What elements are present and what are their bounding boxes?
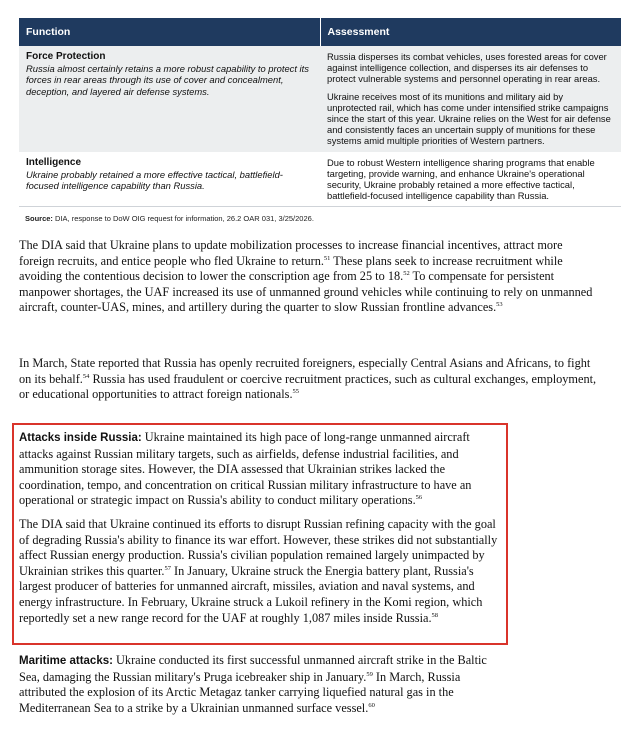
text-run: Ukraine conducted its first successful unmanned aircraft strike in the Baltic Sea, damaging the Russian military's Pruga icebreaker ship in January. <box>19 653 487 684</box>
assessment-paragraph: Ukraine receives most of its munitions and military aid by unprotected rail, which has come under intensified strike campaigns since the start of this year. Ukraine relies on the West for air defense and consistently faces an uncertain supply of munitions for these systems amid multiple priorities of Western partners. <box>327 90 611 147</box>
footnote-ref[interactable]: 54 <box>82 372 90 380</box>
function-cell <box>19 46 320 152</box>
text-run: Russia has used fraudulent or coercive recruitment practices, such as cultural exchanges, employment, or educational opportunities to attract foreign nationals. <box>19 371 597 402</box>
footnote-ref[interactable]: 60 <box>368 701 375 709</box>
paragraph-maritime-attacks <box>19 653 501 716</box>
text-run: To compensate for persistent manpower shortages, the UAF increased its use of unmanned ground vehicles while continuing to rely on unmanned aircraft, counter-UAS, mines, and artillery during the quarter to slow Russian frontline advances. <box>19 269 593 315</box>
text-run: In March, Russia attributed the explosion of its Arctic Metagaz tanker carrying liquefied natural gas in the Mediterranean Sea to a strike by a Ukrainian unmanned surface vessel. <box>19 669 461 715</box>
column-header-function: Function <box>19 18 320 46</box>
column-header-assessment: Assessment <box>320 18 621 46</box>
paragraph-foreign-recruits <box>19 356 599 403</box>
paragraph-mobilization <box>19 238 599 316</box>
table-source-note <box>25 214 314 223</box>
section-heading: Attacks inside Russia: <box>19 432 142 444</box>
function-cell <box>19 152 320 207</box>
footnote-ref[interactable]: 52 <box>403 270 410 278</box>
function-name: Force Protection <box>26 51 106 62</box>
paragraph-refining <box>19 517 501 626</box>
footnote-ref[interactable]: 57 <box>164 564 171 572</box>
assessment-paragraph: Due to robust Western intelligence sharing programs that enable targeting, provide warning, and enhance Ukraine's operational security, Ukraine probably retained a more effective tactical, battlefield-focused intelligence capability than Russia. <box>327 156 595 202</box>
text-run: In March, State reported that Russia has openly recruited foreigners, especially Central Asians and Africans, to fight on its behalf. <box>19 356 591 386</box>
function-description: Russia almost certainly retains a more robust capability to protect its forces in rear areas through its use of cover and concealment, deception, and layered air defense systems. <box>26 63 309 97</box>
text-run: Ukraine maintained its high pace of long-range unmanned aircraft attacks against Russian military targets, such as airfields, defense industrial facilities, and ammunition storage sites. However, the DIA assessed that Ukrainian strikes lacked the coordination, tempo, and concentration on critical Russian military infrastructure to have an operational or strategic impact on Russia's ability to conduct military operations. <box>19 430 472 508</box>
footnote-ref[interactable]: 56 <box>415 494 423 502</box>
table-header-row <box>19 18 621 46</box>
table-row <box>19 152 621 207</box>
text-run: These plans seek to increase recruitment while avoiding the contentious decision to lower the conscription age from 25 to 18. <box>19 253 563 284</box>
function-description: Ukraine probably retained a more effective tactical, battlefield-focused intelligence capability than Russia. <box>26 168 283 192</box>
footnote-ref[interactable]: 55 <box>292 388 300 396</box>
text-run: The DIA said that Ukraine plans to update mobilization processes to increase financial incentives, attract more foreign recruits, and entice people who fled Ukraine to return. <box>19 238 563 268</box>
assessment-paragraph: Russia disperses its combat vehicles, uses forested areas for cover against intelligence collection, and disperses its air defenses to protect vulnerable systems and personnel operating in rear areas. <box>327 51 607 85</box>
footnote-ref[interactable]: 53 <box>496 301 503 309</box>
assessment-cell <box>320 152 621 207</box>
paragraph-attacks-inside-russia <box>19 430 501 509</box>
function-name: Intelligence <box>26 156 82 168</box>
assessment-table <box>19 18 621 207</box>
source-text: DIA, response to DoW OIG request for information, 26.2 OAR 031, 3/25/2026. <box>52 214 314 223</box>
table-row <box>19 46 621 152</box>
source-label: Source: <box>25 214 53 223</box>
footnote-ref[interactable]: 59 <box>366 670 373 678</box>
footnote-ref[interactable]: 51 <box>323 254 331 262</box>
section-heading: Maritime attacks: <box>19 655 113 667</box>
text-run: The DIA said that Ukraine continued its efforts to disrupt Russian refining capacity with the goal of degrading Russia's ability to finance its war effort. However, these strikes did not substantially affect Russian energy production. Russia's civilian population remained largely unimpacted by Ukrainian strikes this quarter. <box>19 517 498 578</box>
footnote-ref[interactable]: 58 <box>431 611 439 619</box>
assessment-cell <box>320 46 621 152</box>
text-run: In January, Ukraine struck the Energia battery plant, Russia's largest producer of batteries for unmanned aircraft, missiles, aviation and naval systems, and energy infrastructure. In February, Ukraine struck a Lukoil refinery in the Komi region, which reportedly set a new range record for the UAF at roughly 1,087 miles inside Russia. <box>19 563 483 625</box>
